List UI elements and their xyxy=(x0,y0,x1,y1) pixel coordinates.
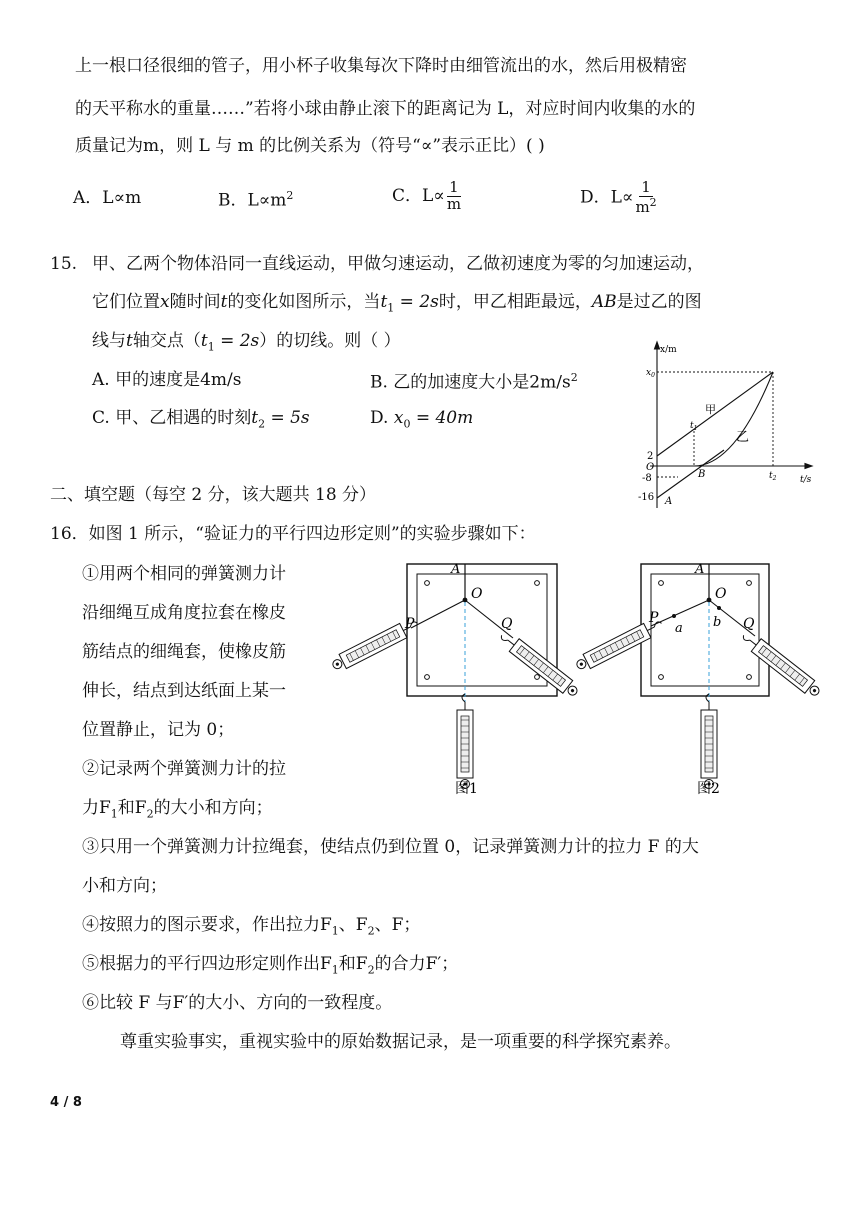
q16-step4: ④按照力的图示要求，作出拉力$F_1$、$F_2$、F； xyxy=(82,915,421,938)
q15-number: 15. xyxy=(50,254,78,274)
fig2-label-small-b: b xyxy=(713,615,722,630)
q14-option-a[interactable]: A．L∝m xyxy=(73,188,142,208)
q16-intro: 16．如图 1 所示，“验证力的平行四边形定则”的实验步骤如下： xyxy=(50,524,536,544)
q14-line-2: 的天平称水的重量……”若将小球由静止滚下的距离记为 L，对应时间内收集的水的 xyxy=(75,99,696,119)
graph-label-b: B xyxy=(698,469,706,480)
q16-step3-line1: ③只用一个弹簧测力计拉绳套，使结点仍到位置 0，记录弹簧测力计的拉力 F 的大 xyxy=(82,837,699,857)
q14-option-c[interactable]: C．L∝ $\frac{1}{m}$ xyxy=(392,178,462,213)
fig2-label-o: O xyxy=(715,586,727,602)
q16-step2-line2: 力$F_1$和$F_2$的大小和方向； xyxy=(82,798,273,821)
force-figures xyxy=(345,556,825,806)
q16-step1-line5: 位置静止，记为 0； xyxy=(82,720,235,740)
graph-label-a: A xyxy=(665,496,673,507)
q14-line-3: 质量记为m，则 L 与 m 的比例关系为（符号“∝”表示正比）( ) xyxy=(75,136,545,156)
xt-graph xyxy=(640,340,820,512)
q15-option-c[interactable]: C. 甲、乙相遇的时刻$t_2 = 5s$ xyxy=(92,408,310,431)
graph-label-t2: $t_2$ xyxy=(769,471,777,482)
page-number: 4 / 8 xyxy=(50,1095,82,1110)
q14-option-b[interactable]: B．$L\propto m^2$ xyxy=(218,189,294,211)
curve-yi xyxy=(694,372,773,466)
q16-step5: ⑤根据力的平行四边形定则作出$F_1$和$F_2$的合力F′； xyxy=(82,954,459,977)
fig2-label-p: P xyxy=(649,610,659,626)
q16-step1-line3: 筋结点的细绳套，使橡皮筋 xyxy=(82,642,286,662)
tangent-ab xyxy=(657,450,724,498)
q16-step1-line1: ①用两个相同的弹簧测力计 xyxy=(82,564,286,584)
fig1-label-p: P xyxy=(405,616,415,632)
graph-x-label: t/s xyxy=(800,475,812,485)
q16-closing: 尊重实验事实，重视实验中的原始数据记录，是一项重要的科学探究素养。 xyxy=(120,1032,681,1052)
q15-line-2: 它们位置x随时间t的变化如图所示，当$t_1 = 2s$时，甲乙相距最远，AB是过乙的图 xyxy=(92,292,702,315)
graph-label-yi: 乙 xyxy=(736,430,750,445)
q16-step1-line4: 伸长，结点到达纸面上某一 xyxy=(82,681,286,701)
fig1-label-a: A xyxy=(451,562,461,577)
graph-tick-minus8: -8 xyxy=(642,473,652,484)
q14-line-1: 上一根口径很细的管子，用小杯子收集每次下降时由细管流出的水，然后用极精密 xyxy=(75,56,687,76)
figure-1 xyxy=(330,562,581,797)
fig2-label-q: Q xyxy=(743,616,755,632)
fig2-label-a: A xyxy=(695,562,705,577)
q16-step6: ⑥比较 F 与F′的大小、方向的一致程度。 xyxy=(82,993,393,1013)
section-2-title: 二、填空题（每空 2 分，该大题共 18 分） xyxy=(50,485,377,505)
q15-option-a[interactable]: A. 甲的速度是4m/s xyxy=(92,370,242,390)
q15-line-3: 线与t轴交点$(t_1 = 2s)$的切线。则（ ） xyxy=(92,331,401,354)
q16-step2-line1: ②记录两个弹簧测力计的拉 xyxy=(82,759,286,779)
figure-2 xyxy=(574,562,823,797)
q14-option-d[interactable]: D．L∝ $\frac{1}{m^2}$ xyxy=(580,178,657,216)
graph-label-t1: $t_1$ xyxy=(690,421,698,432)
q16-step3-line2: 小和方向； xyxy=(82,876,167,896)
graph-tick-2: 2 xyxy=(647,451,654,462)
q15-option-d[interactable]: D. $x_0 = 40m$ xyxy=(370,408,474,431)
fig1-label-o: O xyxy=(471,586,483,602)
graph-tick-minus16: -16 xyxy=(638,492,655,503)
q15-line-1: 甲、乙两个物体沿同一直线运动，甲做匀速运动，乙做初速度为零的匀加速运动， xyxy=(92,254,704,274)
graph-y-label: x/m xyxy=(660,345,677,355)
fig1-caption: 图1 xyxy=(455,781,478,797)
graph-tick-o: O xyxy=(646,462,655,473)
q16-step1-line2: 沿细绳互成角度拉套在橡皮 xyxy=(82,603,286,623)
fig1-label-q: Q xyxy=(501,616,513,632)
fig2-caption: 图2 xyxy=(697,781,720,797)
q15-option-b[interactable]: B. 乙的加速度大小是$2m/s^2$ xyxy=(370,371,578,393)
graph-label-jia: 甲 xyxy=(705,403,716,416)
fig2-label-small-a: a xyxy=(675,621,683,636)
graph-x0-label: $x_0$ xyxy=(646,368,655,379)
